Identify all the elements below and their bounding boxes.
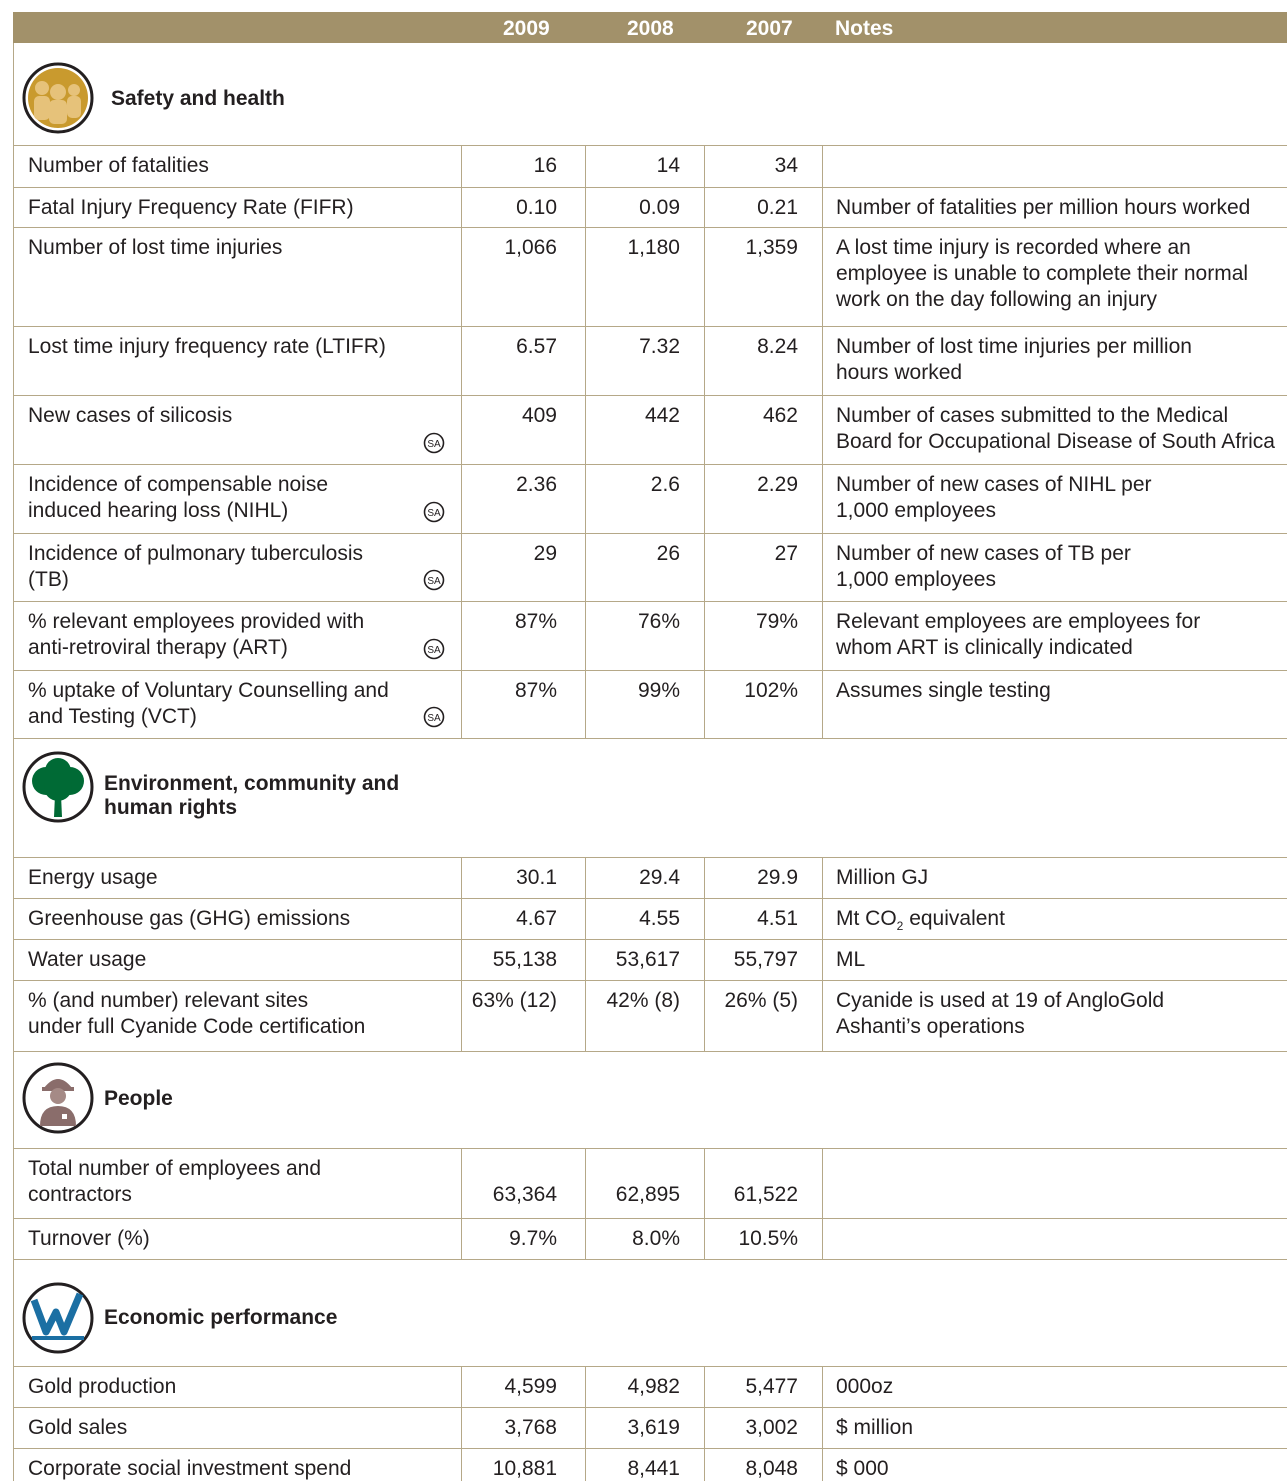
value-2007: 3,002 [745, 1416, 798, 1439]
grid-line [13, 1051, 1287, 1052]
row-notes: Million GJ [836, 866, 929, 889]
grid-line [13, 1448, 1287, 1449]
grid-line [13, 326, 1287, 327]
value-2008: 29.4 [639, 866, 680, 889]
value-2008: 62,895 [615, 1183, 680, 1206]
row-label: % uptake of Voluntary Counselling and [28, 679, 389, 702]
grid-line [13, 939, 1287, 940]
grid-line [13, 1366, 1287, 1367]
value-2007: 10.5% [738, 1227, 798, 1250]
people-group-icon [22, 62, 94, 134]
value-2009: 29 [533, 542, 557, 565]
row-label: induced hearing loss (NIHL) [28, 499, 289, 522]
value-2008: 8,441 [627, 1457, 680, 1480]
row-label: Fatal Injury Frequency Rate (FIFR) [28, 196, 354, 219]
value-2008: 26 [656, 542, 680, 565]
row-label: % relevant employees provided with [28, 610, 365, 633]
section-title-environment-text: Environment, community and human rights [104, 772, 400, 819]
svg-text:SA: SA [427, 439, 441, 450]
row-label: New cases of silicosis [28, 404, 233, 427]
value-2008: 99% [637, 679, 680, 702]
value-2009: 63,364 [492, 1183, 557, 1206]
grid-line [13, 670, 1287, 671]
row-label: Energy usage [28, 866, 158, 889]
value-2009: 30.1 [516, 866, 557, 889]
grid-line [13, 464, 1287, 465]
row-label: Number of lost time injuries [28, 236, 283, 259]
value-2008: 42% (8) [606, 989, 680, 1012]
row-notes: $ 000 [836, 1457, 889, 1480]
sa-badge-icon [423, 432, 445, 454]
value-2007: 462 [762, 404, 798, 427]
value-2009: 55,138 [492, 948, 557, 971]
worker-icon [22, 1062, 94, 1134]
row-label: Turnover (%) [28, 1227, 150, 1250]
row-notes: employee is unable to complete their normal [836, 262, 1249, 285]
value-2008: 2.6 [650, 473, 680, 496]
row-notes: Assumes single testing [836, 679, 1051, 702]
row-notes: A lost time injury is recorded where an [836, 236, 1191, 259]
grid-line [13, 857, 1287, 858]
grid-line [13, 1407, 1287, 1408]
row-label: Gold sales [28, 1416, 128, 1439]
row-label: Water usage [28, 948, 147, 971]
row-notes: Relevant employees are employees for [836, 610, 1201, 633]
value-2009: 0.10 [516, 196, 557, 219]
grid-line [13, 533, 1287, 534]
grid-line [822, 1366, 823, 1481]
row-notes: 1,000 employees [836, 568, 996, 591]
value-2009: 4,599 [504, 1375, 557, 1398]
table-header [13, 12, 1287, 43]
value-2007: 34 [774, 154, 798, 177]
row-notes: $ million [836, 1416, 914, 1439]
grid-line [822, 857, 823, 1051]
grid-line [13, 738, 14, 1051]
svg-text:SA: SA [427, 508, 441, 519]
value-2007: 102% [744, 679, 798, 702]
grid-line [13, 601, 1287, 602]
row-notes: Number of lost time injuries per million [836, 335, 1192, 358]
row-notes: whom ART is clinically indicated [836, 636, 1133, 659]
value-2008: 4,982 [627, 1375, 680, 1398]
header-notes: Notes [835, 17, 894, 40]
grid-line [585, 145, 586, 738]
value-2009: 3,768 [504, 1416, 557, 1439]
row-label: Greenhouse gas (GHG) emissions [28, 907, 351, 930]
value-2007: 79% [755, 610, 798, 633]
header-2009: 2009 [503, 17, 550, 40]
value-2009: 4.67 [516, 907, 557, 930]
row-notes: 000oz [836, 1375, 894, 1398]
value-2009: 16 [533, 154, 557, 177]
value-2007: 29.9 [757, 866, 798, 889]
value-2009: 87% [514, 679, 557, 702]
row-notes: work on the day following an injury [836, 288, 1158, 311]
value-2008: 14 [656, 154, 680, 177]
row-notes: ML [836, 948, 866, 971]
value-2008: 76% [637, 610, 680, 633]
row-label: and Testing (VCT) [28, 705, 197, 728]
svg-text:SA: SA [427, 645, 441, 656]
header-2007: 2007 [746, 17, 793, 40]
row-label: Incidence of pulmonary tuberculosis [28, 542, 364, 565]
section-title-environment [104, 772, 464, 820]
value-2007: 55,797 [733, 948, 798, 971]
value-2009: 409 [521, 404, 557, 427]
value-2007: 5,477 [745, 1375, 798, 1398]
tree-icon [22, 751, 94, 823]
grid-line [13, 145, 1287, 146]
header-2008: 2008 [627, 17, 674, 40]
value-2008: 3,619 [627, 1416, 680, 1439]
value-2009: 87% [514, 610, 557, 633]
row-notes: Mt $CO_2$ equivalent [836, 907, 1005, 934]
value-2009: 1,066 [504, 236, 557, 259]
row-notes: Number of cases submitted to the Medical [836, 404, 1229, 427]
value-2009: 2.36 [516, 473, 557, 496]
sa-badge-icon [423, 638, 445, 660]
value-2008: 7.32 [639, 335, 680, 358]
value-2007: 2.29 [757, 473, 798, 496]
value-2007: 26% (5) [724, 989, 798, 1012]
grid-line [13, 1148, 1287, 1149]
grid-line [13, 187, 1287, 188]
grid-line [13, 738, 1287, 739]
value-2009: 6.57 [516, 335, 557, 358]
section-title-safety: Safety and health [111, 87, 285, 110]
grid-line [461, 145, 462, 738]
value-2008: 8.0% [632, 1227, 680, 1250]
row-label: contractors [28, 1183, 132, 1206]
row-notes: Number of new cases of NIHL per [836, 473, 1152, 496]
grid-line [13, 980, 1287, 981]
row-label: % (and number) relevant sites [28, 989, 309, 1012]
row-notes: Number of fatalities per million hours worked [836, 196, 1251, 219]
svg-text:SA: SA [427, 576, 441, 587]
value-2008: 442 [644, 404, 680, 427]
row-notes: Cyanide is used at 19 of AngloGold [836, 989, 1165, 1012]
row-notes: Number of new cases of TB per [836, 542, 1131, 565]
grid-line [13, 898, 1287, 899]
row-label: Incidence of compensable noise [28, 473, 329, 496]
value-2009: 63% (12) [471, 989, 557, 1012]
value-2009: 10,881 [492, 1457, 557, 1480]
row-label: Total number of employees and [28, 1157, 322, 1180]
sa-badge-icon [423, 569, 445, 591]
grid-line [822, 145, 823, 738]
row-label: Corporate social investment spend [28, 1457, 352, 1480]
row-label: under full Cyanide Code certification [28, 1015, 366, 1038]
section-title-people: People [104, 1087, 173, 1110]
value-2007: 8.24 [757, 335, 798, 358]
sa-badge-icon [423, 706, 445, 728]
row-notes: Ashanti’s operations [836, 1015, 1025, 1038]
row-label: Number of fatalities [28, 154, 209, 177]
chart-w-icon [22, 1282, 94, 1354]
row-notes: 1,000 employees [836, 499, 996, 522]
row-notes: Board for Occupational Disease of South Africa [836, 430, 1275, 453]
row-notes: hours worked [836, 361, 963, 384]
grid-line [13, 1259, 1287, 1260]
value-2007: 1,359 [745, 236, 798, 259]
value-2009: 9.7% [509, 1227, 557, 1250]
grid-line [13, 395, 1287, 396]
sa-badge-icon [423, 501, 445, 523]
row-label: Lost time injury frequency rate (LTIFR) [28, 335, 386, 358]
value-2007: 61,522 [733, 1183, 798, 1206]
value-2008: 0.09 [639, 196, 680, 219]
grid-line [13, 1218, 1287, 1219]
grid-line [704, 145, 705, 738]
section-title-economic: Economic performance [104, 1306, 338, 1329]
value-2007: 27 [774, 542, 798, 565]
grid-line [13, 1051, 14, 1259]
row-label: (TB) [28, 568, 69, 591]
row-label: Gold production [28, 1375, 177, 1398]
value-2007: 4.51 [757, 907, 798, 930]
grid-line [822, 1148, 823, 1259]
value-2008: 53,617 [615, 948, 680, 971]
value-2008: 1,180 [627, 236, 680, 259]
svg-text:SA: SA [427, 713, 441, 724]
row-label: anti-retroviral therapy (ART) [28, 636, 288, 659]
grid-line [13, 227, 1287, 228]
value-2008: 4.55 [639, 907, 680, 930]
grid-line [13, 43, 14, 738]
value-2007: 8,048 [745, 1457, 798, 1480]
value-2007: 0.21 [757, 196, 798, 219]
